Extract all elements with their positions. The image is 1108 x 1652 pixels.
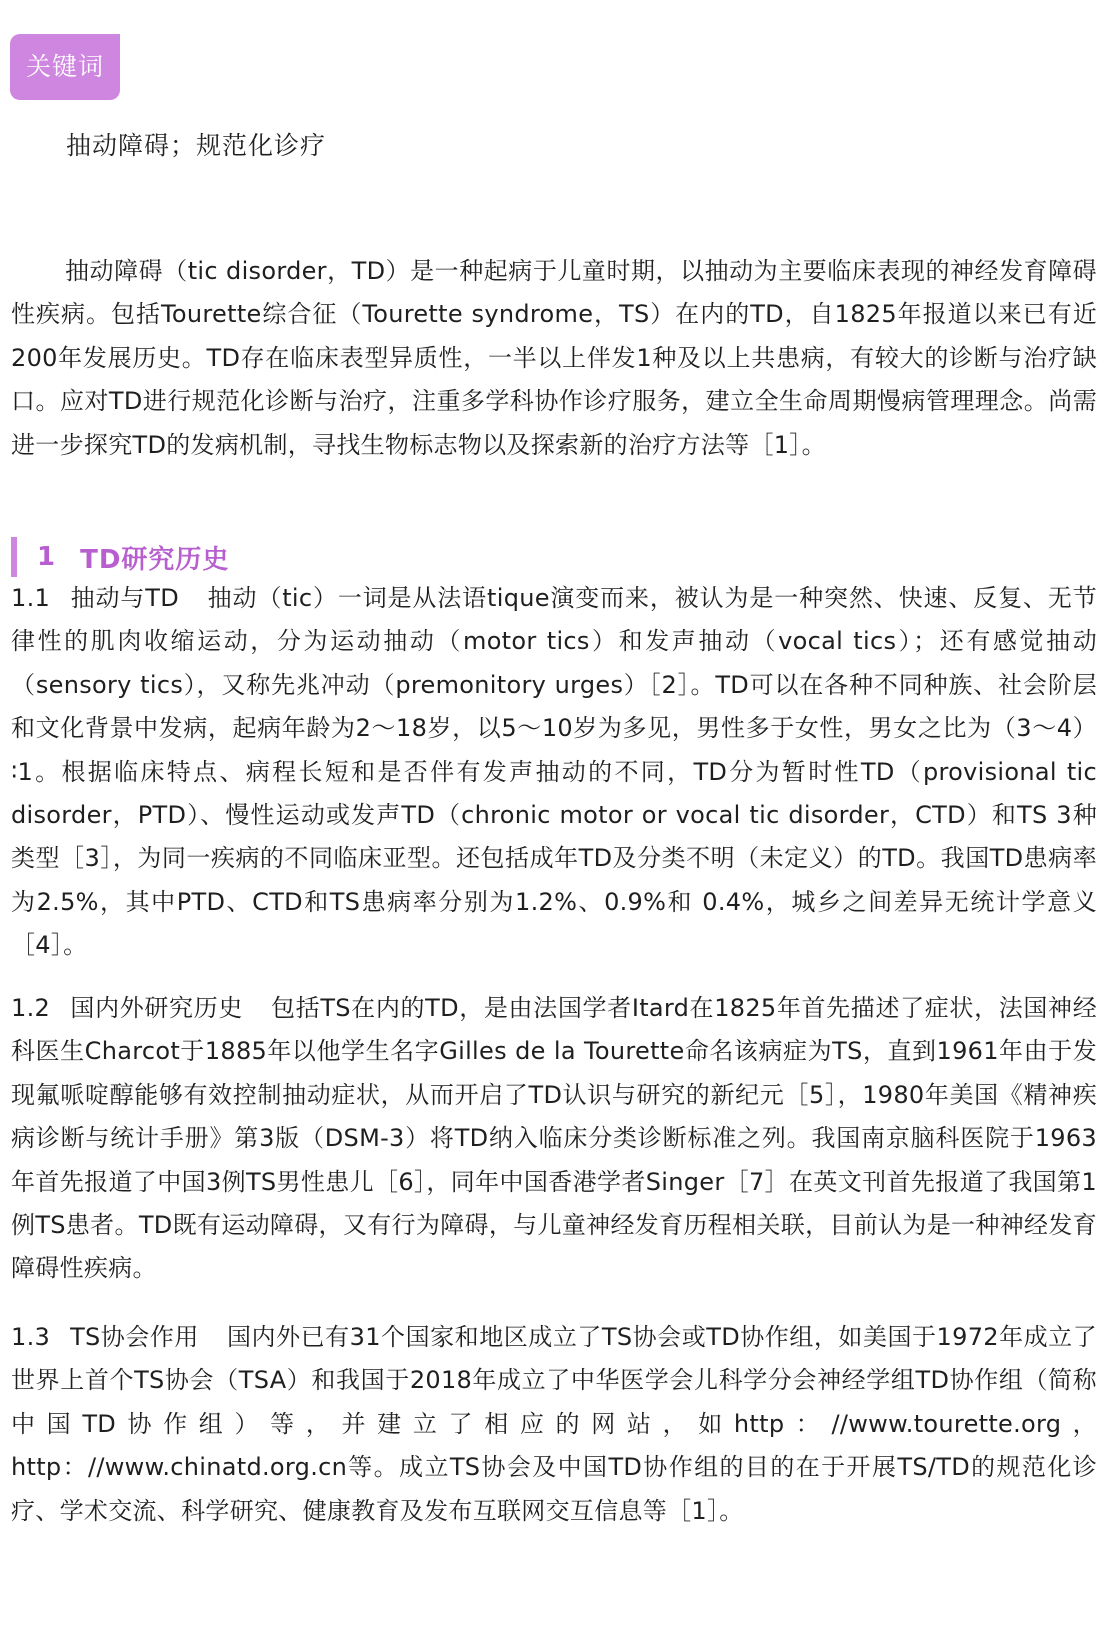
paragraph-number: 1.3 (11, 1323, 51, 1351)
paragraph-text: 国内外已有31个国家和地区成立了TS协会或TD协作组，如美国于1972年成立了世界上首个TS协会（TSA）和我国于2018年成立了中华医学会儿科学分会神经学组TD协作组（简称中国TD协作组）等，并建立了相应的网站，如http：//www.tourette.org，http：//www.chinatd.org.cn等。成立TS协会及中国TD协作组的目的在于开展TS/TD的规范化诊疗、学术交流、科学研究、健康教育及发布互联网交互信息等［1］。 (11, 1323, 1097, 1525)
section-heading (11, 536, 229, 578)
section-number: 1 (37, 542, 57, 572)
paragraph-1-2 (11, 987, 1097, 1291)
section-title: TD研究历史 (80, 544, 230, 575)
paragraph-1-1 (11, 577, 1097, 968)
keywords-text: 抽动障碍；规范化诊疗 (66, 131, 327, 160)
abstract-paragraph: 抽动障碍（tic disorder，TD）是一种起病于儿童时期，以抽动为主要临床表现的神经发育障碍性疾病。包括Tourette综合征（Tourette syndrome，TS）在内的TD，自1825年报道以来已有近200年发展历史。TD存在临床表型异质性，一半以上伴发1种及以上共患病，有较大的诊断与治疗缺口。应对TD进行规范化诊断与治疗，注重多学科协作诊疗服务，建立全生命周期慢病管理理念。尚需进一步探究TD的发病机制，寻找生物标志物以及探索新的治疗方法等［1］。 (11, 257, 1097, 459)
paragraph-heading: 抽动与TD (70, 584, 180, 612)
paragraph-text: 抽动（tic）一词是从法语tique演变而来，被认为是一种突然、快速、反复、无节律性的肌肉收缩运动，分为运动抽动（motor tics）和发声抽动（vocal tics）；还有感觉抽动（sensory tics），又称先兆冲动（premonitory urges）［2］。TD可以在各种不同种族、社会阶层和文化背景中发病，起病年龄为2～18岁，以5～10岁为多见，男性多于女性，男女之比为（3～4）∶1。根据临床特点、病程长短和是否伴有发声抽动的不同，TD分为暂时性TD（provisional tic disorder，PTD）、慢性运动或发声TD（chronic motor or vocal tic disorder，CTD）和TS 3种类型［3］，为同一疾病的不同临床亚型。还包括成年TD及分类不明（未定义）的TD。我国TD患病率为2.5%，其中PTD、CTD和TS患病率分别为1.2%、0.9%和 0.4%，城乡之间差异无统计学意义［4］。 (11, 584, 1098, 960)
paragraph-text: 包括TS在内的TD，是由法国学者Itard在1825年首先描述了症状，法国神经科医生Charcot于1885年以他学生名字Gilles de la Tourette命名该病症为TS，直到1961年由于发现氟哌啶醇能够有效控制抽动症状，从而开启了TD认识与研究的新纪元［5］，1980年美国《精神疾病诊断与统计手册》第3版（DSM-3）将TD纳入临床分类诊断标准之列。我国南京脑科医院于1963年首先报道了中国3例TS男性患儿［6］，同年中国香港学者Singer［7］在英文刊首先报道了我国第1例TS患者。TD既有运动障碍，又有行为障碍，与儿童神经发育历程相关联，目前认为是一种神经发育障碍性疾病。 (11, 994, 1097, 1283)
paragraph-heading: TS协会作用 (70, 1323, 199, 1351)
paragraph-number: 1.2 (11, 994, 51, 1022)
keywords-badge: 关键词 (10, 34, 120, 100)
paragraph-1-3 (11, 1316, 1097, 1533)
section-accent-bar (11, 537, 17, 577)
paragraph-heading: 国内外研究历史 (70, 994, 244, 1022)
paragraph-number: 1.1 (11, 584, 51, 612)
